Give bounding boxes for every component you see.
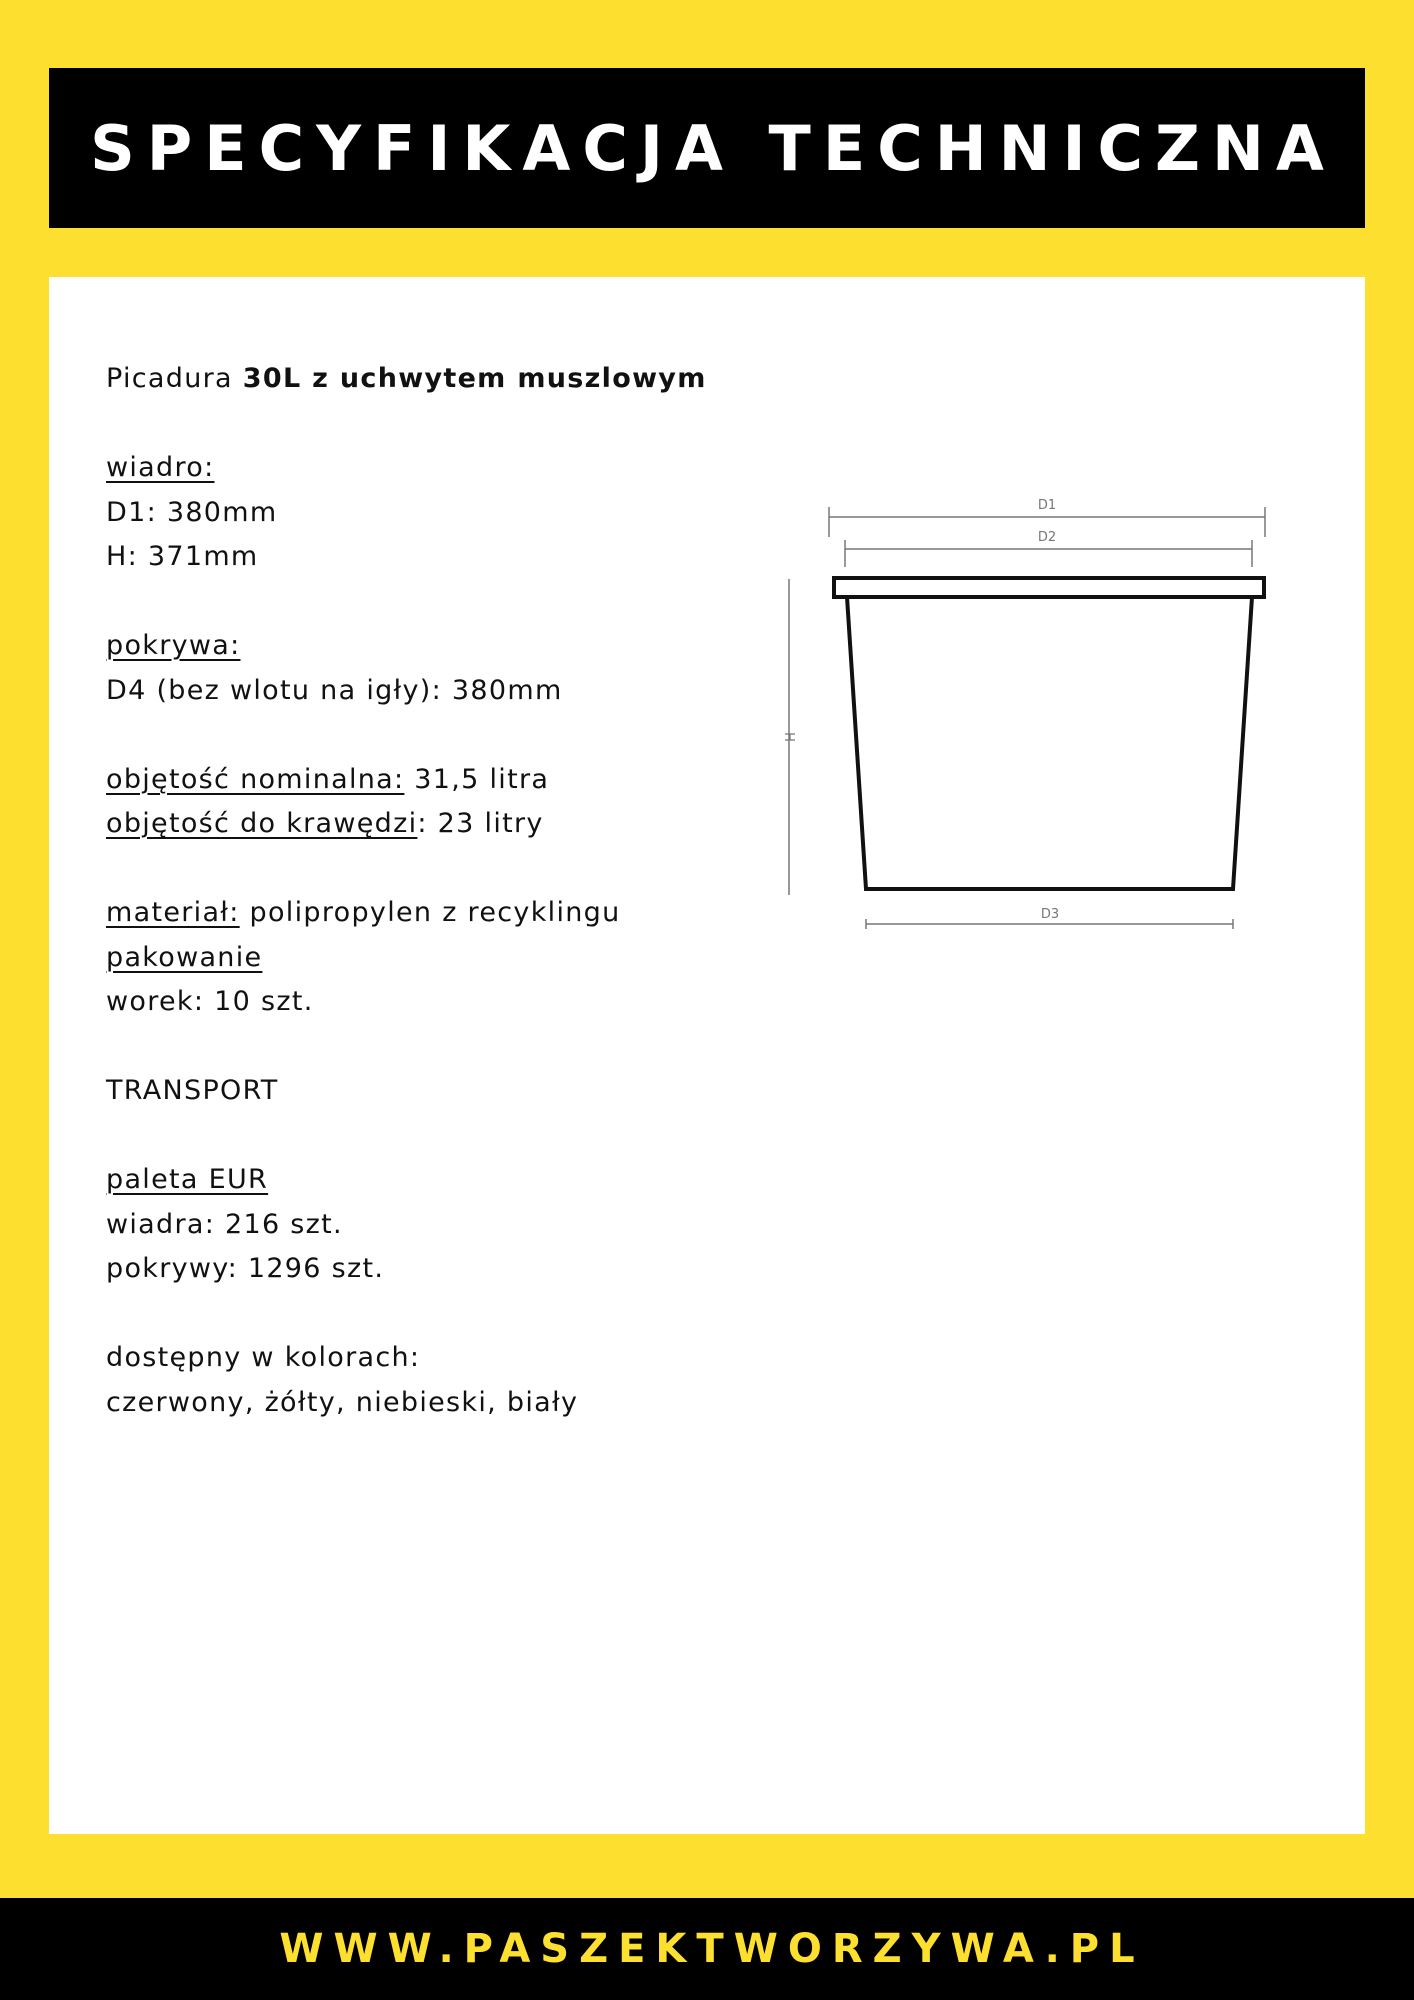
volume-rim-line	[106, 802, 786, 847]
page-title: SPECYFIKACJA TECHNICZNA	[90, 111, 1336, 185]
bucket-body-shape	[847, 597, 1252, 889]
lid-d4: D4 (bez wlotu na igły): 380mm	[106, 674, 563, 706]
pallet-label: paleta EUR	[106, 1164, 269, 1195]
d1-label: D1	[1037, 498, 1057, 513]
spec-card	[49, 277, 1365, 1834]
d2-label: D2	[1037, 530, 1057, 545]
material-value: polipropylen z recyklingu	[239, 897, 621, 928]
d3-label: D3	[1040, 907, 1060, 922]
header-banner	[49, 68, 1365, 228]
volume-rim-value: : 23 litry	[417, 808, 544, 839]
h-label: H	[781, 732, 796, 742]
spec-list	[106, 357, 786, 1425]
pallet-lids: pokrywy: 1296 szt.	[106, 1253, 385, 1284]
bucket-rim-shape	[834, 578, 1264, 597]
product-line	[106, 357, 786, 402]
volume-nominal-value: 31,5 litra	[404, 763, 550, 795]
colors-list: czerwony, żółty, niebieski, biały	[106, 1386, 579, 1418]
volume-nominal-line	[106, 758, 786, 803]
bucket-diagram	[771, 487, 1331, 987]
material-line	[106, 891, 786, 936]
product-name: 30L z uchwytem muszlowym	[242, 363, 707, 394]
bucket-d1: D1: 380mm	[106, 496, 278, 528]
volume-nominal-label: objętość nominalna:	[106, 763, 405, 795]
bucket-label: wiadro:	[106, 452, 215, 483]
transport-title: TRANSPORT	[106, 1075, 279, 1106]
volume-rim-label: objętość do krawędzi	[106, 808, 418, 839]
product-prefix: Picadura	[106, 363, 233, 394]
footer-banner	[0, 1898, 1414, 2000]
packaging-value: worek: 10 szt.	[106, 986, 314, 1017]
lid-label: pokrywa:	[106, 630, 241, 661]
colors-label: dostępny w kolorach:	[106, 1342, 421, 1373]
pallet-buckets: wiadra: 216 szt.	[106, 1208, 343, 1240]
material-label: materiał:	[106, 897, 240, 928]
packaging-label: pakowanie	[106, 941, 263, 973]
bucket-h: H: 371mm	[106, 541, 259, 572]
website-link[interactable]: WWW.PASZEKTWORZYWA.PL	[279, 1926, 1145, 1972]
